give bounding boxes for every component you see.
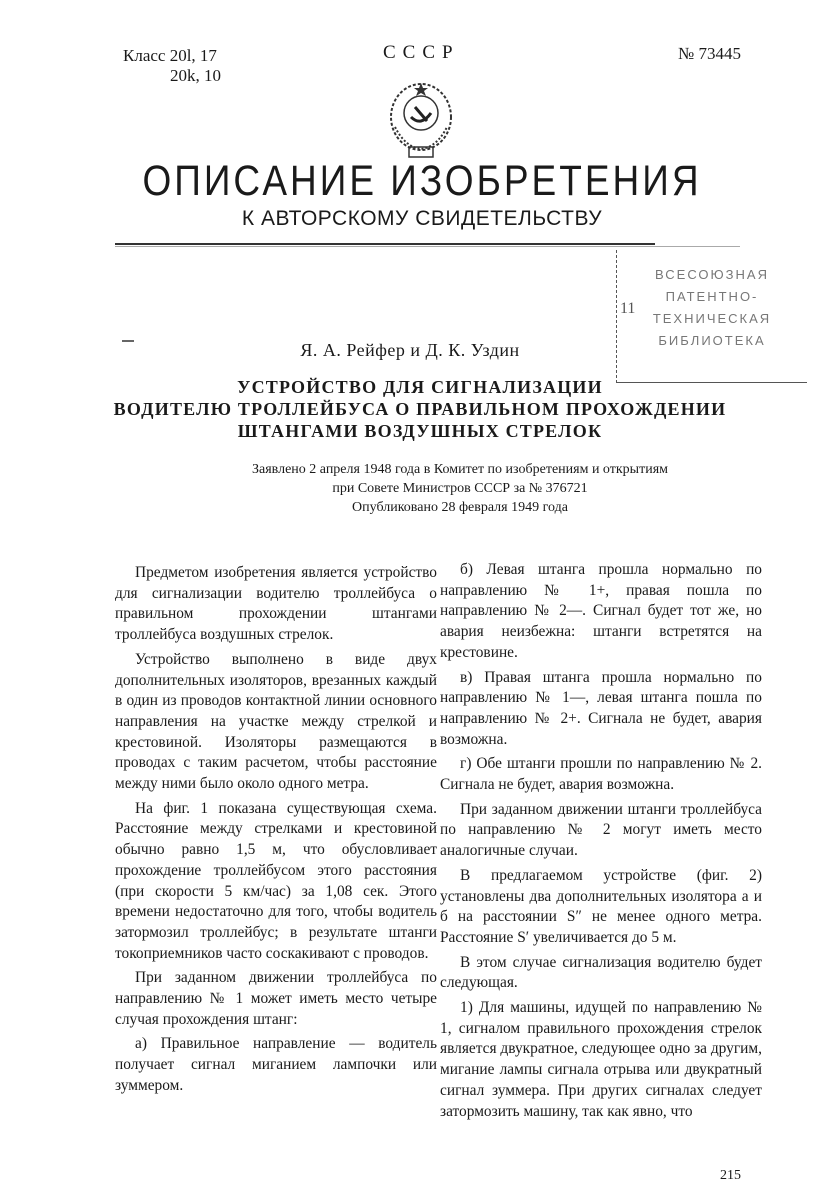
- class-line-2: 20k, 10: [170, 66, 221, 85]
- paragraph: В этом случае сигнализация водителю будет следующая.: [440, 953, 762, 992]
- paragraph: г) Обе штанги прошли по направлению № 2. Сигнала не будет, авария возможна.: [440, 755, 762, 794]
- body-column-left: [115, 563, 437, 1101]
- filing-info: [180, 460, 740, 517]
- paragraph: Устройство выполнено в виде двух дополнительных изоляторов, врезанных каждый в один из проводов контактной линии основного направления на участке между стрелкой и крестовиной. Изоляторы размещаются в проводах с таким расчетом, чтобы расстояние между ними было около одного метра.: [115, 650, 437, 793]
- margin-mark: [122, 340, 134, 342]
- paragraph: а) Правильное направление — водитель получает сигнал миганием лампочки или зуммером.: [115, 1035, 437, 1094]
- body-column-right: [440, 560, 762, 1126]
- paragraph: 1) Для машины, идущей по направлению № 1, сигналом правильного прохождения стрелок является двукратное, следующее одно за другим, мигание лампы сигнала отрыва или двукратный сигнал зуммера. При других сигналах следует затормозить машину, так как явно, что: [440, 999, 762, 1120]
- paragraph: Предметом изобретения является устройство для сигнализации водителю троллейбуса о правильном прохождении штангами троллейбуса воздушных стрелок.: [115, 564, 437, 644]
- invention-title: [90, 376, 750, 442]
- paragraph: В предлагаемом устройстве (фиг. 2) установлены два дополнительных изолятора а и б на расстоянии S″ не менее одного метра. Расстояние S′ увеличивается до 5 м.: [440, 866, 762, 946]
- invention-title-line-3: ШТАНГАМИ ВОЗДУШНЫХ СТРЕЛОК: [237, 421, 603, 441]
- paragraph: б) Левая штанга прошла нормально по направлению № 1+, правая пошла по направлению № 2—. Сигнал будет тот же, но авария неизбежна: штанги встретятся на крестовине.: [440, 561, 762, 661]
- paragraph: При заданном движении штанги троллейбуса по направлению № 2 могут иметь место аналогичные случаи.: [440, 800, 762, 860]
- filing-line-1: Заявлено 2 апреля 1948 года в Комитет по изобретениям и открытиям: [252, 462, 668, 477]
- divider: [115, 243, 655, 245]
- country-label: СССР: [383, 42, 460, 63]
- divider: [115, 246, 740, 247]
- document-type-title: ОПИСАНИЕ ИЗОБРЕТЕНИЯ: [142, 156, 702, 204]
- stamp-line-1: ВСЕСОЮЗНАЯ: [655, 267, 769, 282]
- invention-title-line-2: ВОДИТЕЛЮ ТРОЛЛЕЙБУСА О ПРАВИЛЬНОМ ПРОХОЖДЕНИИ: [113, 399, 727, 419]
- stamp-mark: 11: [620, 300, 636, 317]
- paragraph: При заданном движении троллейбуса по направлению № 1 может иметь место четыре случая прохождения штанг:: [115, 969, 437, 1028]
- page-number: 215: [720, 1168, 741, 1183]
- stamp-line-4: БИБЛИОТЕКА: [658, 333, 766, 348]
- document-type-subtitle: К АВТОРСКОМУ СВИДЕТЕЛЬСТВУ: [241, 207, 603, 230]
- class-line-1: Класс 20l, 17: [123, 46, 217, 65]
- library-stamp: [616, 250, 807, 383]
- paragraph: На фиг. 1 показана существующая схема. Расстояние между стрелками и крестовиной обычно равно 1,5 м, что обусловливает прохождение троллейбусом этого расстояния (при скорости 5 км/час) за 1,08 сек. Этого времени недостаточно для того, чтобы водитель затормозил троллейбус; в результате штанги токоприемников часто соскакивают с проводов.: [115, 799, 437, 962]
- stamp-line-3: ТЕХНИЧЕСКАЯ: [652, 311, 772, 326]
- publication-date: Опубликовано 28 февраля 1949 года: [352, 500, 568, 515]
- stamp-line-2: ПАТЕНТНО-: [665, 289, 759, 304]
- class-index: [123, 46, 221, 86]
- patent-number: № 73445: [678, 44, 741, 63]
- ussr-coat-of-arms-icon: [385, 77, 457, 163]
- authors: Я. А. Рейфер и Д. К. Уздин: [300, 340, 520, 360]
- invention-title-line-1: УСТРОЙСТВО ДЛЯ СИГНАЛИЗАЦИИ: [237, 377, 603, 397]
- paragraph: в) Правая штанга прошла нормально по направлению № 1—, левая штанга пошла по направлению № 2+. Сигнала не будет, авария возможна.: [440, 668, 762, 748]
- filing-line-2: при Совете Министров СССР за № 376721: [332, 481, 588, 496]
